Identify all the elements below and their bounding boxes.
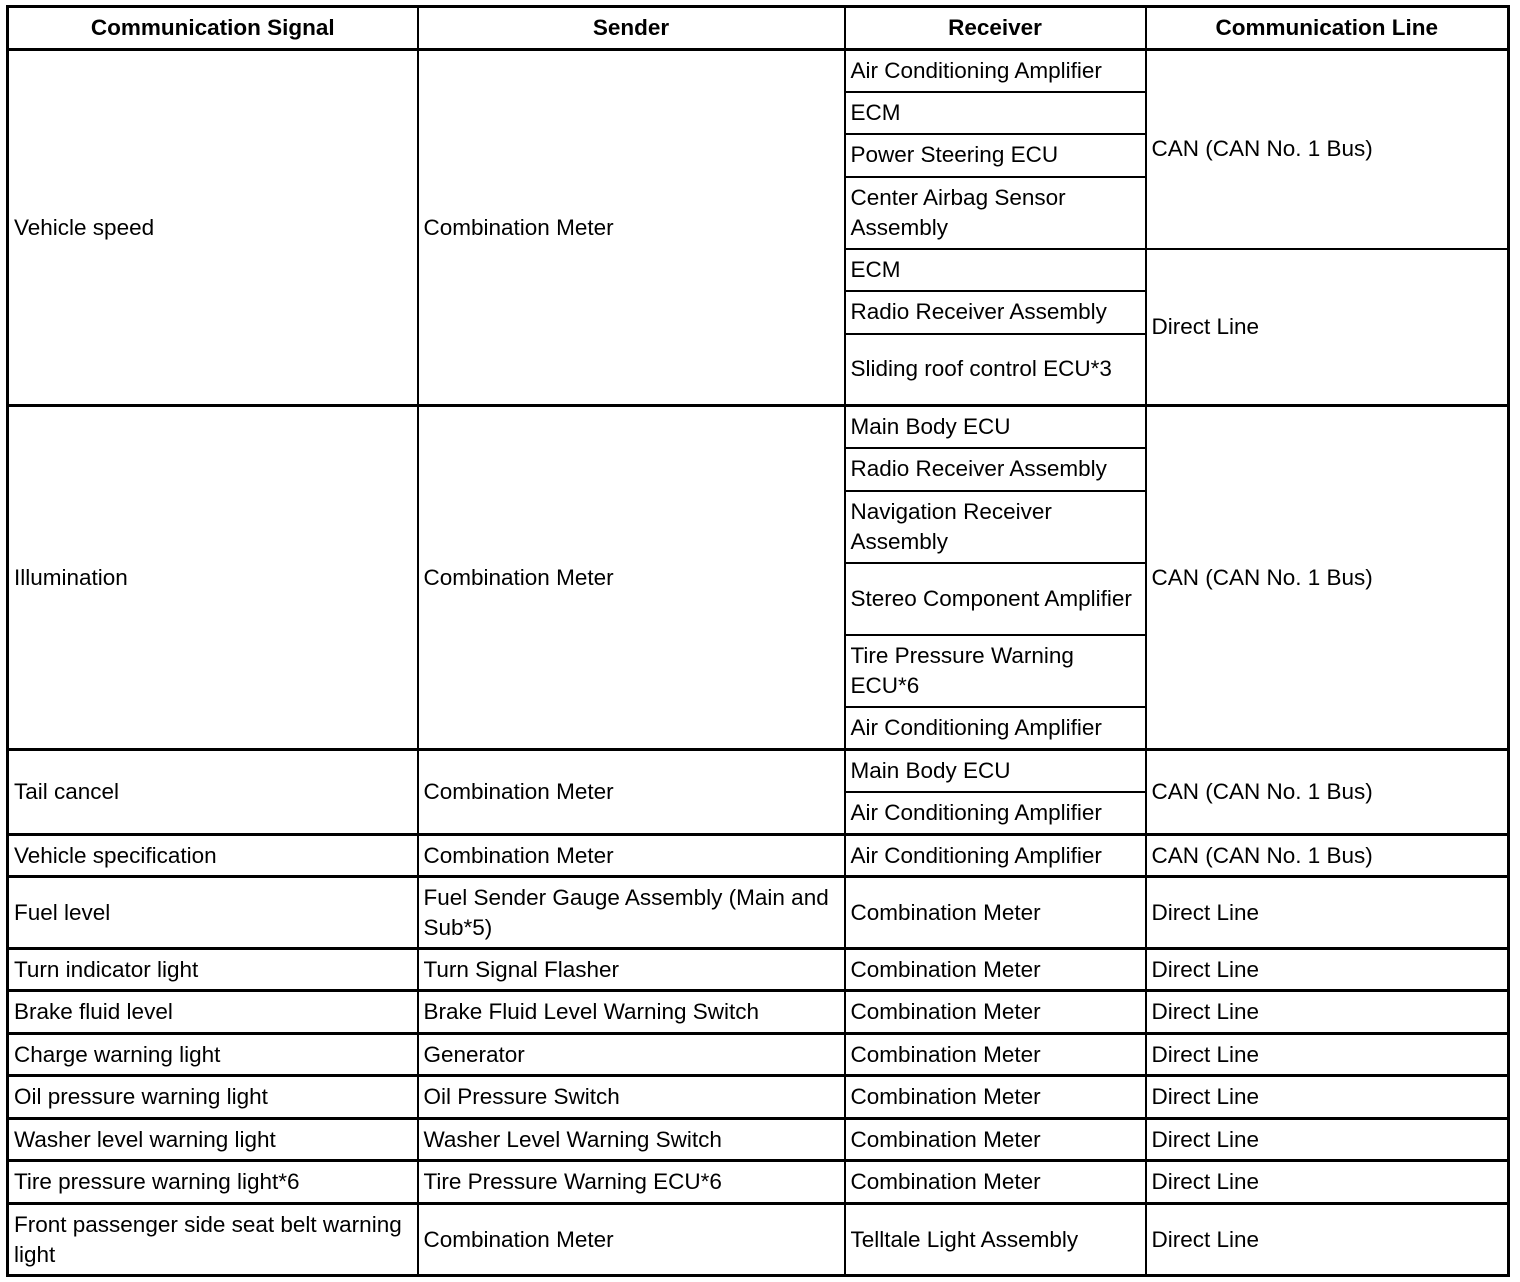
table-row	[8, 1119, 1509, 1161]
line-cell: Direct Line	[1146, 949, 1509, 991]
receiver-cell: Air Conditioning Amplifier	[845, 835, 1146, 877]
signal-cell: Tire pressure warning light*6	[8, 1161, 418, 1204]
table-row	[8, 50, 1509, 92]
sender-cell: Combination Meter	[418, 1204, 845, 1276]
receiver-cell: Combination Meter	[845, 1076, 1146, 1119]
sender-cell: Generator	[418, 1034, 845, 1076]
receiver-cell: Combination Meter	[845, 1034, 1146, 1076]
receiver-cell: Main Body ECU	[845, 406, 1146, 448]
receiver-cell: ECM	[845, 249, 1146, 291]
table-row	[8, 1076, 1509, 1119]
header-row	[8, 7, 1509, 50]
receiver-cell: Center Airbag Sensor Assembly	[845, 177, 1146, 249]
signal-cell: Illumination	[8, 406, 418, 750]
line-cell: CAN (CAN No. 1 Bus)	[1146, 50, 1509, 249]
line-cell: CAN (CAN No. 1 Bus)	[1146, 835, 1509, 877]
receiver-cell: Combination Meter	[845, 877, 1146, 949]
line-cell: Direct Line	[1146, 1034, 1509, 1076]
receiver-cell: Combination Meter	[845, 1119, 1146, 1161]
table-row	[8, 949, 1509, 991]
table-row	[8, 991, 1509, 1034]
receiver-cell: ECM	[845, 92, 1146, 134]
receiver-cell: Power Steering ECU	[845, 134, 1146, 177]
table-row	[8, 1204, 1509, 1276]
receiver-cell: Air Conditioning Amplifier	[845, 50, 1146, 92]
table-row	[8, 877, 1509, 949]
sender-cell: Oil Pressure Switch	[418, 1076, 845, 1119]
line-cell: Direct Line	[1146, 877, 1509, 949]
receiver-cell: Telltale Light Assembly	[845, 1204, 1146, 1276]
header-line: Communication Line	[1146, 7, 1509, 50]
receiver-cell: Air Conditioning Amplifier	[845, 792, 1146, 835]
receiver-cell: Main Body ECU	[845, 750, 1146, 792]
receiver-cell: Combination Meter	[845, 1161, 1146, 1204]
receiver-cell: Combination Meter	[845, 991, 1146, 1034]
receiver-cell: Navigation Receiver Assembly	[845, 491, 1146, 563]
signal-cell: Fuel level	[8, 877, 418, 949]
table-row	[8, 750, 1509, 792]
signal-cell: Front passenger side seat belt warning light	[8, 1204, 418, 1276]
header-signal: Communication Signal	[8, 7, 418, 50]
sender-cell: Combination Meter	[418, 835, 845, 877]
table-row	[8, 1034, 1509, 1076]
signal-cell: Vehicle speed	[8, 50, 418, 406]
signal-cell: Turn indicator light	[8, 949, 418, 991]
line-cell: CAN (CAN No. 1 Bus)	[1146, 406, 1509, 750]
sender-cell: Combination Meter	[418, 406, 845, 750]
signal-cell: Tail cancel	[8, 750, 418, 835]
receiver-cell: Sliding roof control ECU*3	[845, 334, 1146, 406]
header-receiver: Receiver	[845, 7, 1146, 50]
sender-cell: Washer Level Warning Switch	[418, 1119, 845, 1161]
line-cell: CAN (CAN No. 1 Bus)	[1146, 750, 1509, 835]
line-cell: Direct Line	[1146, 249, 1509, 406]
receiver-cell: Radio Receiver Assembly	[845, 448, 1146, 491]
sender-cell: Combination Meter	[418, 50, 845, 406]
table-row	[8, 835, 1509, 877]
receiver-cell: Tire Pressure Warning ECU*6	[845, 635, 1146, 707]
signal-cell: Washer level warning light	[8, 1119, 418, 1161]
sender-cell: Combination Meter	[418, 750, 845, 835]
signal-cell: Brake fluid level	[8, 991, 418, 1034]
sender-cell: Tire Pressure Warning ECU*6	[418, 1161, 845, 1204]
line-cell: Direct Line	[1146, 1204, 1509, 1276]
receiver-cell: Stereo Component Amplifier	[845, 563, 1146, 635]
receiver-cell: Radio Receiver Assembly	[845, 291, 1146, 334]
sender-cell: Turn Signal Flasher	[418, 949, 845, 991]
sender-cell: Fuel Sender Gauge Assembly (Main and Sub*5)	[418, 877, 845, 949]
line-cell: Direct Line	[1146, 1161, 1509, 1204]
line-cell: Direct Line	[1146, 1119, 1509, 1161]
receiver-cell: Air Conditioning Amplifier	[845, 707, 1146, 750]
receiver-cell: Combination Meter	[845, 949, 1146, 991]
sender-cell: Brake Fluid Level Warning Switch	[418, 991, 845, 1034]
line-cell: Direct Line	[1146, 991, 1509, 1034]
table-row	[8, 406, 1509, 448]
communication-table	[6, 5, 1510, 1277]
line-cell: Direct Line	[1146, 1076, 1509, 1119]
signal-cell: Charge warning light	[8, 1034, 418, 1076]
table-row	[8, 1161, 1509, 1204]
header-sender: Sender	[418, 7, 845, 50]
signal-cell: Vehicle specification	[8, 835, 418, 877]
signal-cell: Oil pressure warning light	[8, 1076, 418, 1119]
